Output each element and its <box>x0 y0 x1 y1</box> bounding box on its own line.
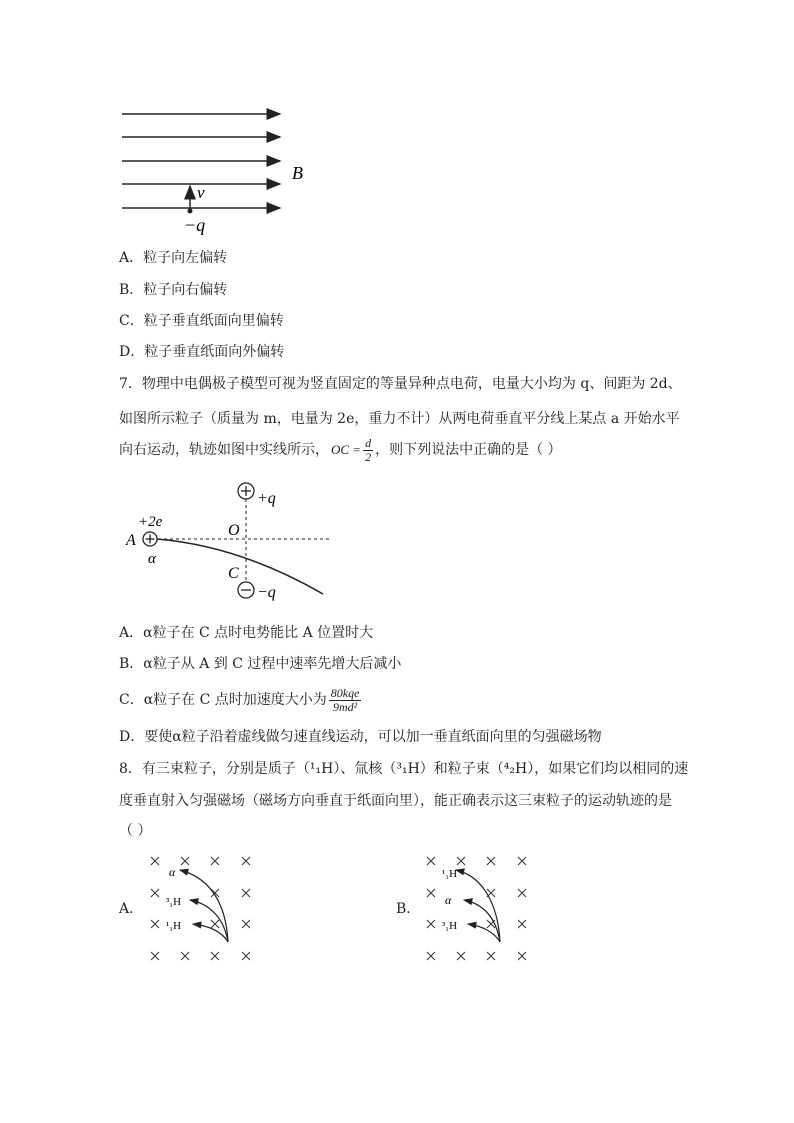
q6-field-figure <box>110 100 320 240</box>
negative-charge <box>238 582 254 598</box>
q7-option-a: A．α粒子在 C 点时电势能比 A 位置时大 <box>119 625 374 641</box>
charge-2e-label: +2e <box>138 514 163 530</box>
q7-option-b: B．α粒子从 A 到 C 过程中速率先增大后减小 <box>119 656 402 672</box>
point-o-label: O <box>228 522 240 539</box>
q6-option-c: C．粒子垂直纸面向里偏转 <box>119 313 284 329</box>
point-c-label: C <box>228 565 239 582</box>
q7-oc-num: d <box>365 435 372 450</box>
field-label-b: B <box>292 163 303 183</box>
velocity-label: v <box>197 183 205 202</box>
q7-option-d: D．要使α粒子沿着虚线做匀速直线运动，可以加一垂直纸面向里的匀强磁场物 <box>119 729 602 745</box>
trajectories-b <box>456 870 500 942</box>
alpha-beam-label: α <box>169 865 176 879</box>
q7-stem-line1: 7．物理中电偶极子模型可视为竖直固定的等量异种点电荷，电量大小均为 q、间距为 2d、 <box>119 376 682 392</box>
q8-stem-line2: 度垂直射入匀强磁场（磁场方向垂直于纸面向里），能正确表示这三束粒子的运动轨迹的是 <box>119 793 672 809</box>
proton-beam-label: ¹₁H <box>442 868 458 880</box>
alpha-label: α <box>148 551 156 567</box>
q7-oc-den: 2 <box>365 449 372 464</box>
q8-choice-b-figure <box>416 848 541 968</box>
q6-option-a: A．粒子向左偏转 <box>119 250 228 266</box>
positive-charge <box>238 483 254 499</box>
q7-option-c <box>119 682 363 718</box>
field-crosses <box>151 857 250 960</box>
q7-option-c-fraction <box>329 687 362 714</box>
q7-oc-fraction <box>363 437 373 464</box>
q7-oc-eq: OC = <box>331 442 362 457</box>
tritium-beam-label: ³₁H <box>166 896 182 908</box>
q8-choice-b-label: B． <box>396 901 421 917</box>
minus-q-label: −q <box>257 584 276 601</box>
trajectories-a <box>180 870 228 942</box>
q7-dipole-figure <box>120 478 340 608</box>
q7-option-c-den: 9md² <box>332 699 358 714</box>
q6-option-b: B．粒子向右偏转 <box>119 282 228 298</box>
q7-stem-line3-pre: 向右运动，轨迹如图中实线所示， <box>119 442 329 458</box>
q7-stem-line3 <box>119 432 562 468</box>
proton-beam-label: ¹₁H <box>166 920 182 932</box>
q8-choice-a-label: A． <box>119 901 144 917</box>
charge-label: −q <box>184 215 206 235</box>
point-a-label: A <box>126 532 136 549</box>
q7-option-c-text: C．α粒子在 C 点时加速度大小为 <box>119 692 327 708</box>
particle-dot <box>188 209 193 214</box>
q7-stem-line2: 如图所示粒子（质量为 m，电量为 2e，重力不计）从两电荷垂直平分线上某点 a 开始水平 <box>119 411 680 427</box>
q8-choice-a-figure <box>140 848 265 968</box>
plus-q-label: +q <box>257 490 276 507</box>
alpha-particle <box>143 532 157 546</box>
alpha-beam-label: α <box>445 893 452 907</box>
q8-stem-line1: 8．有三束粒子，分别是质子（¹₁H）、氚核（³₁H）和粒子束（⁴₂H），如果它们均以相同的速 <box>119 761 689 777</box>
q7-option-c-num: 80kqe <box>330 685 360 700</box>
q6-option-d: D．粒子垂直纸面向外偏转 <box>119 344 285 360</box>
q8-stem-line3: （ ） <box>119 823 152 839</box>
q7-stem-line3-post: ，则下列说法中正确的是（ ） <box>375 442 562 458</box>
tritium-beam-label: ³₁H <box>442 920 458 932</box>
